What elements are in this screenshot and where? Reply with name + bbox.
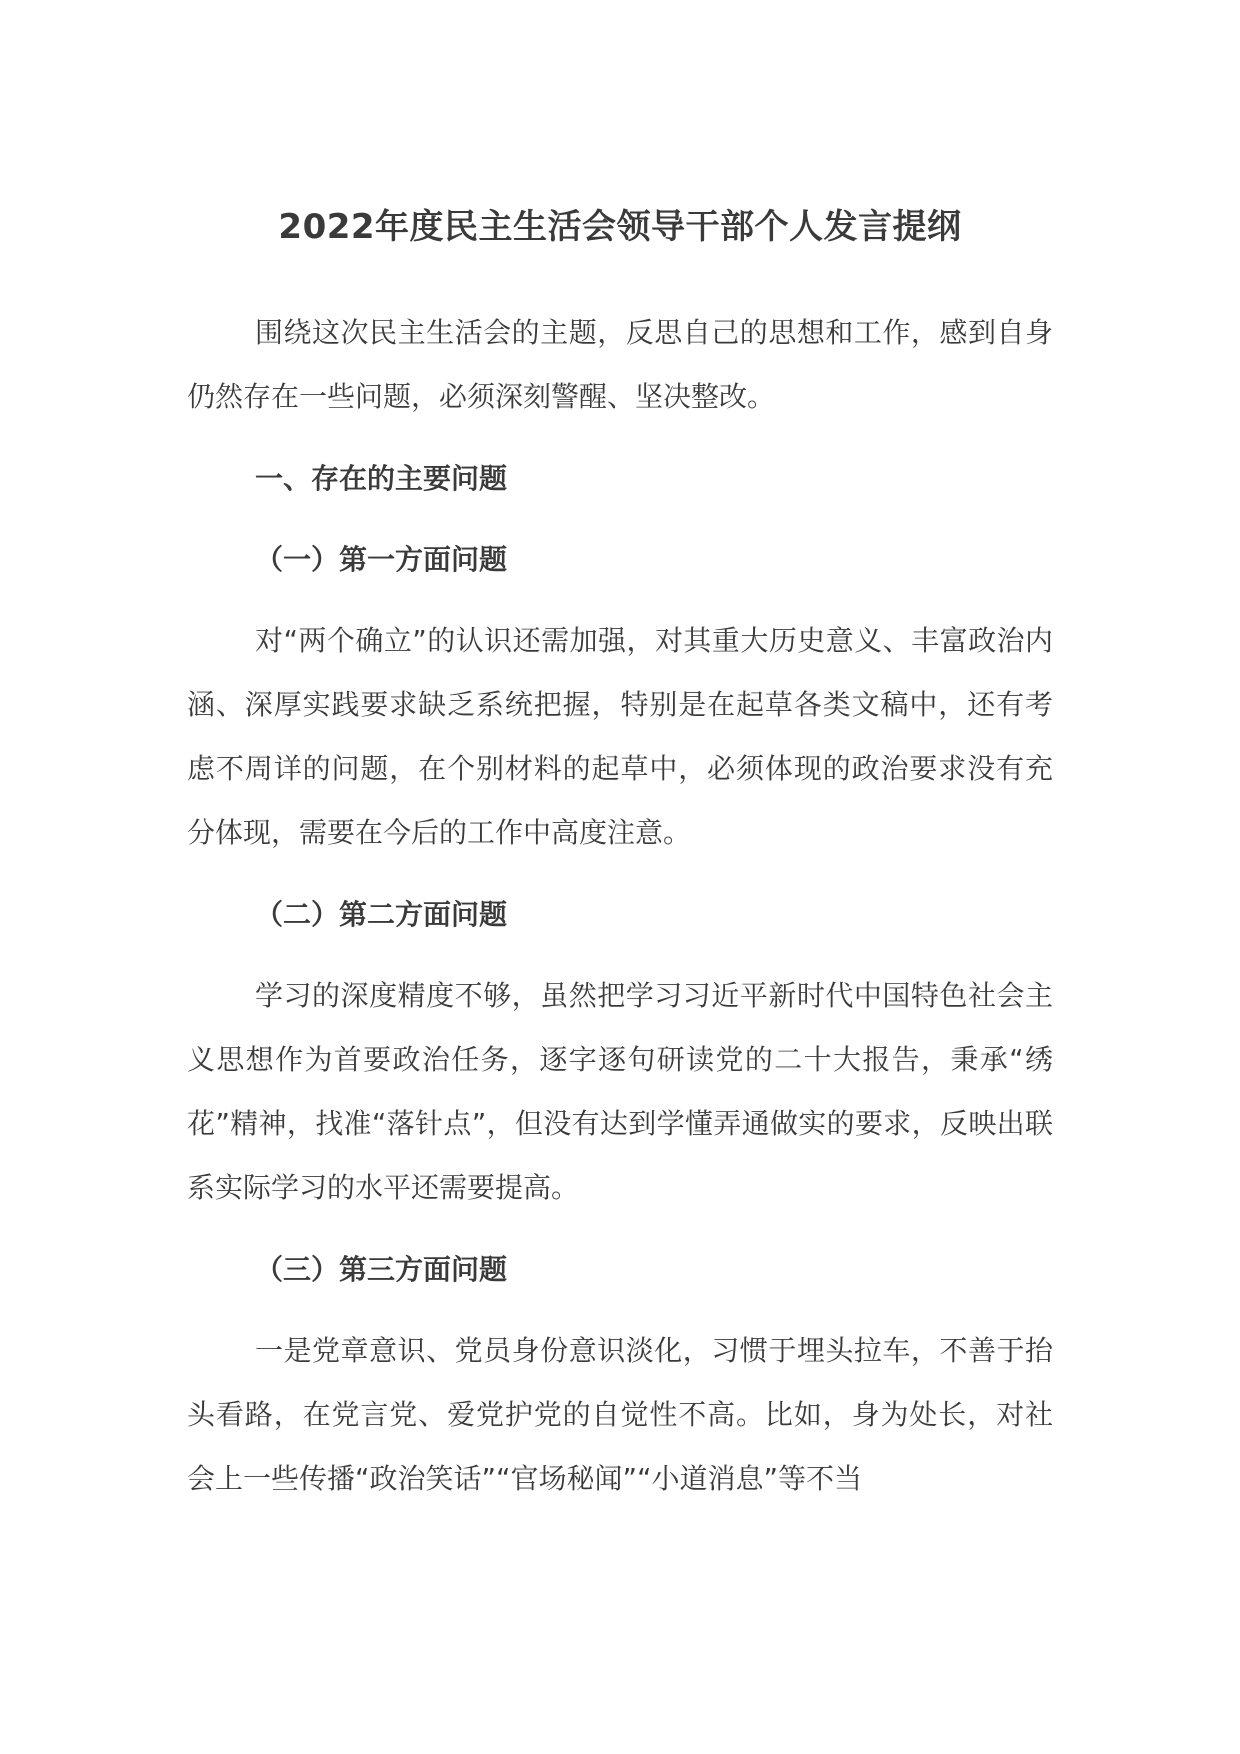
intro-paragraph: 围绕这次民主生活会的主题，反思自己的思想和工作，感到自身仍然存在一些问题，必须深刻警醒、坚决整改。 [187, 316, 1053, 413]
subsection-heading-2: （二）第二方面问题 [255, 898, 508, 931]
subsection-paragraph-1: 对“两个确立”的认识还需加强，对其重大历史意义、丰富政治内涵、深厚实践要求缺乏系统把握，特别是在起草各类文稿中，还有考虑不周详的问题，在个别材料的起草中，必须体现的政治要求没有充分体现，需要在今后的工作中高度注意。 [187, 624, 1053, 849]
document-title: 2022年度民主生活会领导干部个人发言提纲 [278, 207, 962, 247]
subsection-paragraph-2: 学习的深度精度不够，虽然把学习习近平新时代中国特色社会主义思想作为首要政治任务，逐字逐句研读党的二十大报告，秉承“绣花”精神，找准“落针点”，但没有达到学懂弄通做实的要求，反映出联系实际学习的水平还需要提高。 [187, 979, 1053, 1204]
subsection-heading-3: （三）第三方面问题 [255, 1253, 508, 1286]
document-page [187, 205, 1053, 1529]
subsection-paragraph-3: 一是党章意识、党员身份意识淡化，习惯于埋头拉车，不善于抬头看路，在党言党、爱党护党的自觉性不高。比如，身为处长，对社会上一些传播“政治笑话”“官场秘闻”“小道消息”等不当 [187, 1334, 1053, 1495]
section-heading-main-problems: 一、存在的主要问题 [255, 462, 508, 495]
subsection-heading-1: （一）第一方面问题 [255, 543, 508, 576]
